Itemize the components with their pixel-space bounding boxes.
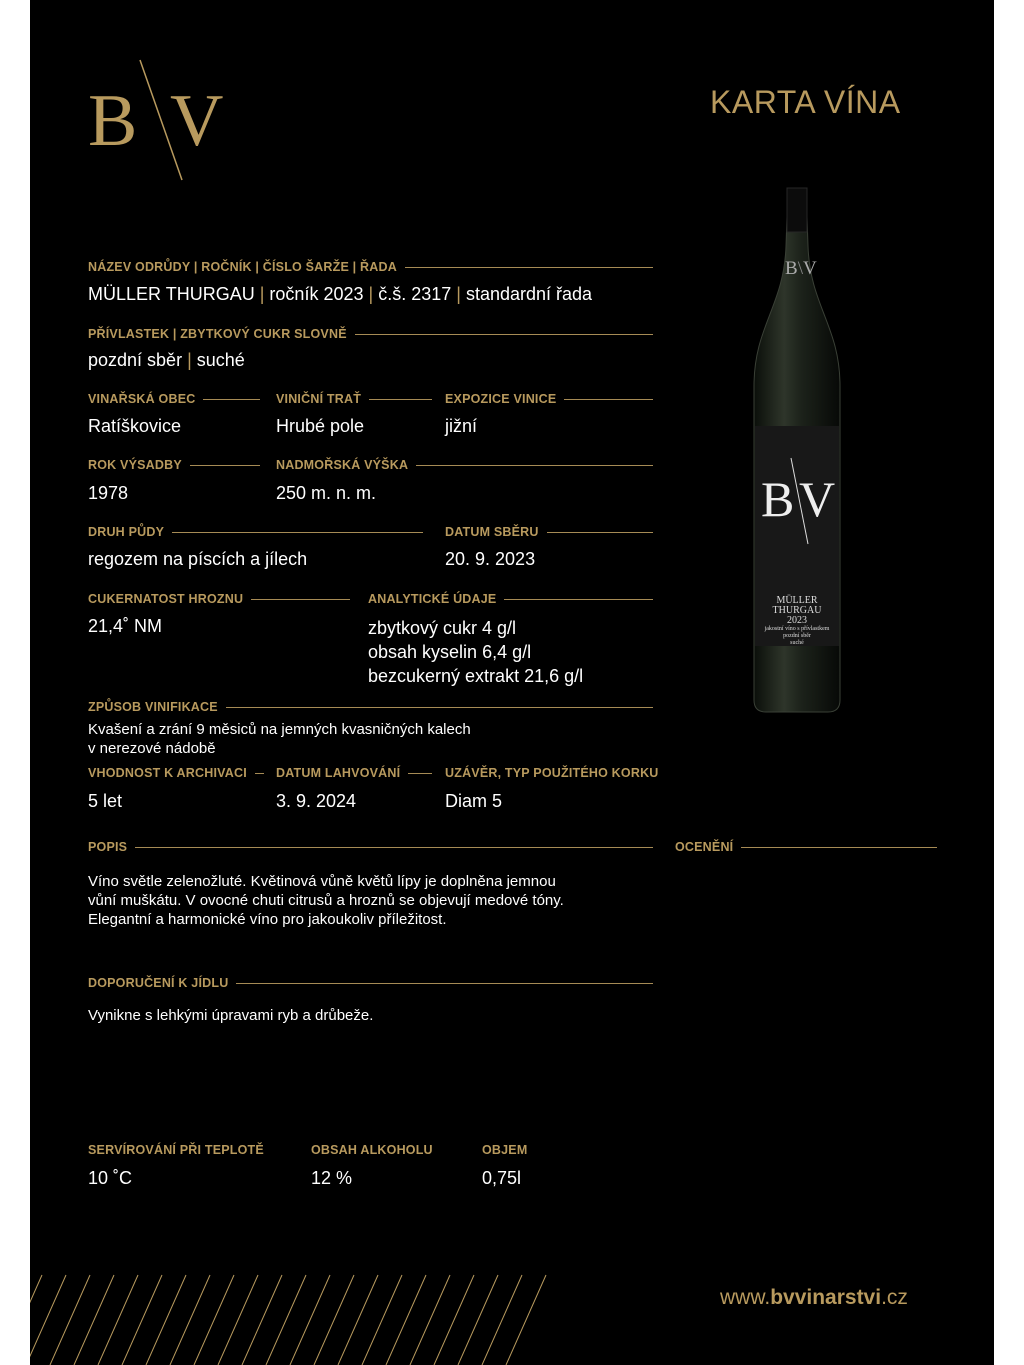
label-exposure: EXPOZICE VINICE xyxy=(445,392,653,406)
decorative-stripe xyxy=(194,1275,234,1365)
label-sugar: CUKERNATOST HROZNU xyxy=(88,592,350,606)
decorative-stripe xyxy=(218,1275,258,1365)
label-description: POPIS xyxy=(88,840,653,854)
value-exposure: jižní xyxy=(445,416,478,436)
bottle-label xyxy=(755,426,839,646)
label-name: NÁZEV ODRŮDY | ROČNÍK | ČÍSLO ŠARŽE | ŘADA xyxy=(88,260,653,274)
decorative-stripe xyxy=(266,1275,306,1365)
label-awards: OCENĚNÍ xyxy=(675,840,937,854)
bottle-label-letter-b: B xyxy=(761,471,795,527)
decorative-diagonal-lines xyxy=(30,1270,570,1365)
label-alcohol: OBSAH ALKOHOLU xyxy=(311,1143,433,1157)
decorative-stripe xyxy=(30,1275,66,1365)
label-harvest: DATUM SBĚRU xyxy=(445,525,653,539)
value-bottling: 3. 9. 2024 xyxy=(276,791,357,811)
wine-card-sheet xyxy=(30,0,994,1365)
logo-letter-v: V xyxy=(170,80,224,162)
value-closure: Diam 5 xyxy=(445,791,503,811)
value-temperature: 10 ˚C xyxy=(88,1168,133,1188)
bottle-neck-logo: B\V xyxy=(785,258,817,279)
label-soil: DRUH PŮDY xyxy=(88,525,423,539)
value-archive: 5 let xyxy=(88,791,123,811)
decorative-stripe xyxy=(410,1275,450,1365)
label-volume: OBJEM xyxy=(482,1143,528,1157)
decorative-stripe xyxy=(50,1275,90,1365)
website-link[interactable]: www.bvvinarstvi.cz xyxy=(720,1286,908,1309)
label-bottling: DATUM LAHVOVÁNÍ xyxy=(276,766,432,780)
value-soil: regozem na píscích a jílech xyxy=(88,549,308,569)
value-volume: 0,75l xyxy=(482,1168,522,1188)
decorative-stripe xyxy=(386,1275,426,1365)
value-village: Ratíškovice xyxy=(88,416,182,436)
decorative-stripe xyxy=(98,1275,138,1365)
value-planted: 1978 xyxy=(88,483,129,503)
logo-letter-b: B xyxy=(88,80,138,162)
decorative-stripe xyxy=(434,1275,474,1365)
analytics-extract: bezcukerný extrakt 21,6 g/l xyxy=(368,666,584,686)
label-attribute: PŘÍVLASTEK | ZBYTKOVÝ CUKR SLOVNĚ xyxy=(88,327,653,341)
value-analytics xyxy=(368,616,583,688)
value-food: Vynikne s lehkými úpravami ryb a drůbeže. xyxy=(88,1007,374,1024)
label-food: DOPORUČENÍ K JÍDLU xyxy=(88,976,653,990)
decorative-stripe xyxy=(314,1275,354,1365)
decorative-stripe xyxy=(338,1275,378,1365)
decorative-stripe xyxy=(482,1275,522,1365)
label-tract: VINIČNÍ TRAŤ xyxy=(276,392,432,406)
label-archive: VHODNOST K ARCHIVACI xyxy=(88,766,264,780)
label-temperature: SERVÍROVÁNÍ PŘI TEPLOTĚ xyxy=(88,1143,264,1157)
bottle-label-text: MÜLLER THURGAU 2023 jakostní víno s přívlastkem pozdní sběr suché xyxy=(764,595,830,646)
label-village: VINAŘSKÁ OBEC xyxy=(88,392,260,406)
decorative-stripe xyxy=(146,1275,186,1365)
value-altitude: 250 m. n. m. xyxy=(276,483,377,503)
label-altitude: NADMOŘSKÁ VÝŠKA xyxy=(276,458,653,472)
value-harvest: 20. 9. 2023 xyxy=(445,549,536,569)
analytics-acidity: obsah kyselin 6,4 g/l xyxy=(368,642,532,662)
label-vinification: ZPŮSOB VINIFIKACE xyxy=(88,700,653,714)
value-sugar: 21,4˚ NM xyxy=(88,616,163,636)
decorative-stripe xyxy=(122,1275,162,1365)
analytics-residual-sugar: zbytkový cukr 4 g/l xyxy=(368,618,517,638)
value-name: MÜLLER THURGAU | ročník 2023 | č.š. 2317 | standardní řada xyxy=(88,284,593,304)
wine-bottle-image xyxy=(752,186,842,716)
label-planted: ROK VÝSADBY xyxy=(88,458,260,472)
value-alcohol: 12 % xyxy=(311,1168,353,1188)
value-vinification: Kvašení a zrání 9 měsiců na jemných kvasničných kalech v nerezové nádobě xyxy=(88,721,471,757)
bottle-label-letter-v: V xyxy=(799,471,836,527)
decorative-stripe xyxy=(506,1275,546,1365)
decorative-stripe xyxy=(242,1275,282,1365)
value-tract: Hrubé pole xyxy=(276,416,365,436)
label-closure: UZÁVĚR, TYP POUŽITÉHO KORKU xyxy=(445,766,659,780)
decorative-stripe xyxy=(170,1275,210,1365)
decorative-stripe xyxy=(362,1275,402,1365)
label-analytics: ANALYTICKÉ ÚDAJE xyxy=(368,592,653,606)
decorative-stripe xyxy=(290,1275,330,1365)
page-title: KARTA VÍNA xyxy=(710,84,901,120)
value-description: Víno světle zelenožluté. Květinová vůně květů lípy je doplněna jemnou vůní muškátu. V ovocné chuti citrusů a hroznů se objevují medové tóny. Elegantní a harmonické víno pro jakoukoliv příležitost. xyxy=(88,873,564,928)
decorative-stripe xyxy=(74,1275,114,1365)
decorative-stripe xyxy=(458,1275,498,1365)
value-attribute: pozdní sběr | suché xyxy=(88,350,245,370)
